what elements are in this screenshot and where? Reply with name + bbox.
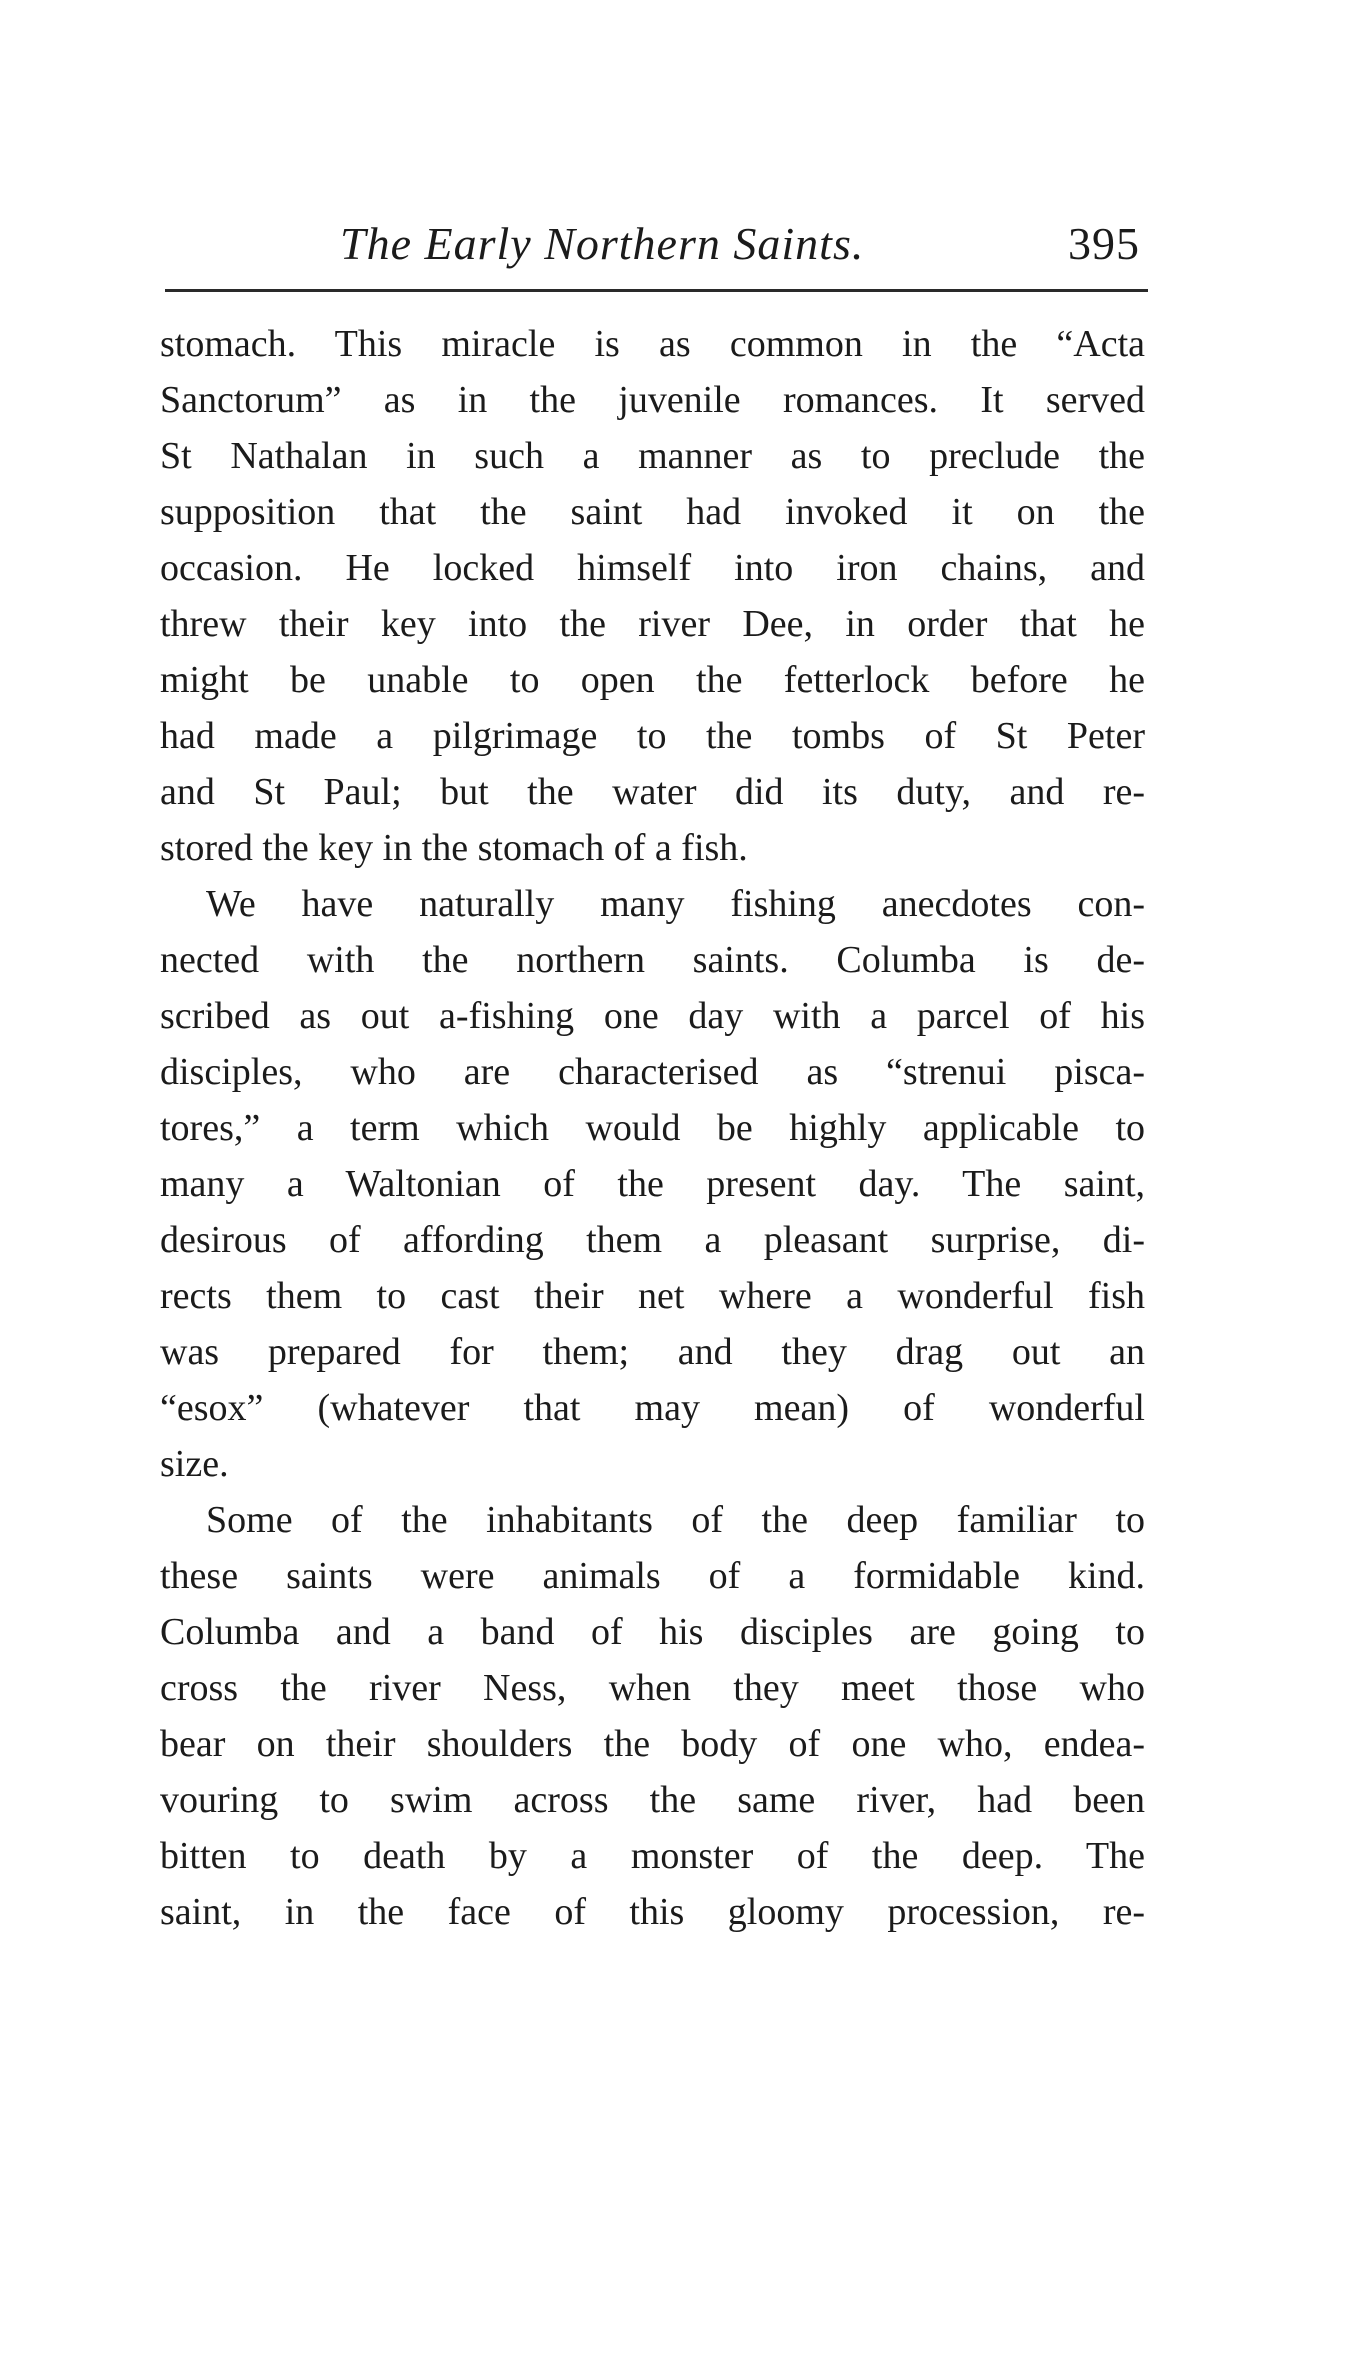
text-line: stomach. This miracle is as common in the “Acta: [160, 323, 1145, 365]
text-line: St Nathalan in such a manner as to preclude the: [160, 435, 1145, 477]
text-line: stored the key in the stomach of a fish.: [160, 827, 748, 869]
text-line: vouring to swim across the same river, had been: [160, 1779, 1145, 1821]
text-line: rects them to cast their net where a wonderful fish: [160, 1275, 1145, 1317]
text-line: Some of the inhabitants of the deep familiar to: [206, 1499, 1145, 1541]
text-line: bear on their shoulders the body of one who, endea-: [160, 1723, 1145, 1765]
running-header: [165, 204, 1150, 284]
text-line: these saints were animals of a formidable kind.: [160, 1555, 1145, 1597]
paragraph-1: [160, 316, 1145, 876]
text-line: Columba and a band of his disciples are going to: [160, 1611, 1145, 1653]
header-rule: [165, 289, 1148, 292]
running-title: The Early Northern Saints.: [340, 218, 865, 269]
text-line: occasion. He locked himself into iron chains, and: [160, 547, 1145, 589]
paragraph-3: [160, 1492, 1145, 1940]
text-line: nected with the northern saints. Columba is de-: [160, 939, 1145, 981]
text-line: might be unable to open the fetterlock before he: [160, 659, 1145, 701]
text-line: supposition that the saint had invoked it on the: [160, 491, 1145, 533]
text-line: threw their key into the river Dee, in order that he: [160, 603, 1145, 645]
text-line: disciples, who are characterised as “strenui pisca-: [160, 1051, 1145, 1093]
text-line: Sanctorum” as in the juvenile romances. It served: [160, 379, 1145, 421]
text-line: was prepared for them; and they drag out an: [160, 1331, 1145, 1373]
text-line: size.: [160, 1443, 229, 1485]
text-line: cross the river Ness, when they meet those who: [160, 1667, 1145, 1709]
text-line: scribed as out a-fishing one day with a parcel of his: [160, 995, 1145, 1037]
body-text: [160, 316, 1145, 1940]
text-line: tores,” a term which would be highly applicable to: [160, 1107, 1145, 1149]
text-line: many a Waltonian of the present day. The saint,: [160, 1163, 1145, 1205]
text-line: “esox” (whatever that may mean) of wonderful: [160, 1387, 1145, 1429]
page-number: 395: [1068, 218, 1140, 269]
text-line: saint, in the face of this gloomy procession, re-: [160, 1891, 1145, 1933]
text-line: We have naturally many fishing anecdotes con-: [206, 883, 1145, 925]
paragraph-2: [160, 876, 1145, 1492]
text-line: bitten to death by a monster of the deep. The: [160, 1835, 1145, 1877]
text-line: desirous of affording them a pleasant surprise, di-: [160, 1219, 1145, 1261]
text-line: had made a pilgrimage to the tombs of St Peter: [160, 715, 1145, 757]
text-line: and St Paul; but the water did its duty, and re-: [160, 771, 1145, 813]
